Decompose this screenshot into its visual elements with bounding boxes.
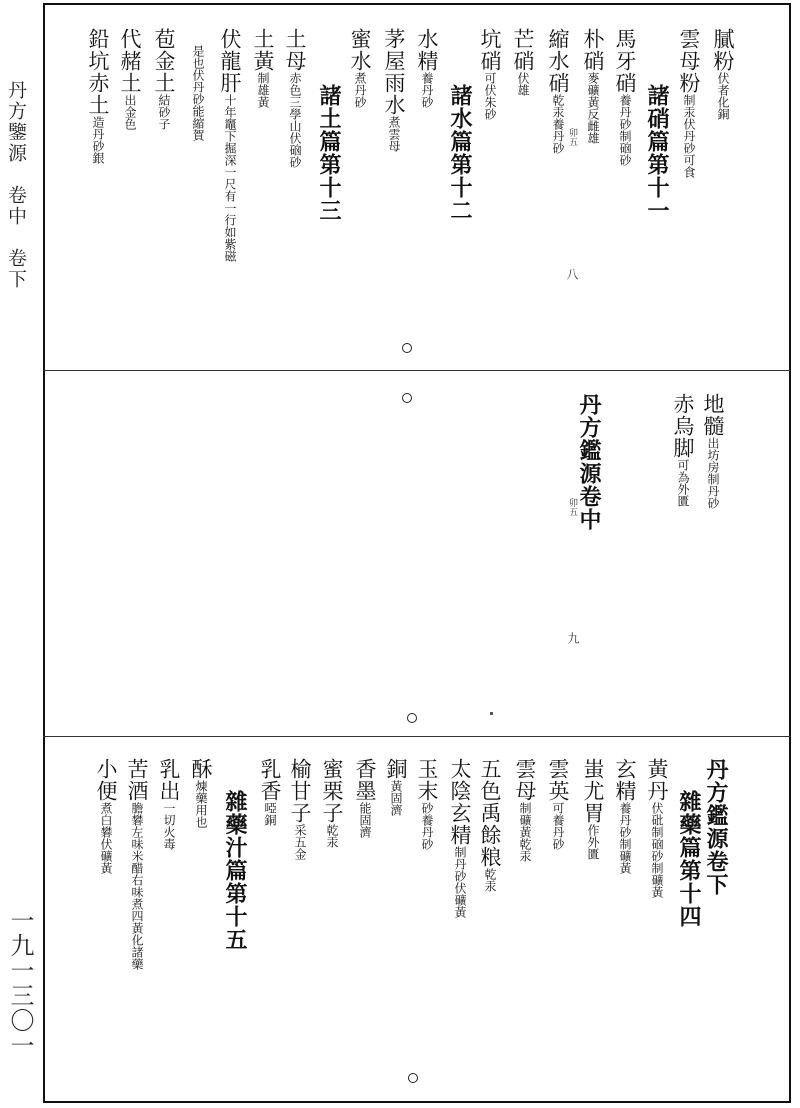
text-column	[185, 45, 210, 141]
main-text: 五色禹餘粮	[478, 758, 502, 868]
annotation-text: 制汞伏丹砂可食	[682, 94, 696, 178]
text-column	[383, 758, 408, 816]
main-text: 蜜栗子	[320, 758, 344, 824]
main-text: 苞金土	[152, 28, 176, 94]
main-text: 小便	[94, 758, 118, 802]
text-column	[512, 758, 537, 862]
main-text: 乳出	[157, 758, 181, 802]
annotation-text: 可養丹砂	[551, 802, 565, 850]
annotation-text: 伏砒制硇砂制礦黃	[650, 802, 664, 898]
text-column	[580, 28, 605, 144]
lower-divider	[43, 736, 791, 737]
punch-hole	[402, 393, 412, 403]
text-column	[188, 758, 213, 828]
annotation-text: 養丹砂	[420, 72, 434, 108]
text-column	[352, 758, 377, 838]
main-text: 赤烏脚	[671, 393, 695, 459]
text-column	[612, 758, 637, 874]
text-column	[510, 28, 535, 96]
annotation-text: 制礦黃乾汞	[518, 802, 532, 862]
main-text: 雲英	[546, 758, 570, 802]
text-column	[414, 758, 439, 850]
page-number: 一九一三〇一	[6, 908, 34, 1058]
text-column	[156, 758, 181, 850]
annotation-text: 煮雲母	[387, 116, 401, 152]
main-text: 苦酒	[125, 758, 149, 802]
text-column	[250, 28, 275, 108]
chapter-heading	[644, 84, 669, 222]
scan-speck	[490, 712, 493, 715]
annotation-text: 養丹砂制礦黃	[618, 802, 632, 874]
annotation-text: 麥礦黃反雌雄	[586, 72, 600, 144]
main-text: 玄精	[613, 758, 637, 802]
main-text: 伏龍肝	[218, 28, 242, 94]
main-text: 酥	[189, 758, 213, 780]
annotation-text: 制雄黃	[256, 72, 270, 108]
main-text: 膩粉	[711, 28, 735, 72]
chapter-heading	[447, 84, 472, 222]
annotation-text: 制丹砂伏礦黃	[453, 846, 467, 918]
main-text: 太陰玄精	[448, 758, 472, 846]
text-column	[319, 758, 344, 848]
chapter-heading	[576, 393, 601, 531]
main-text: 坑硝	[478, 28, 502, 72]
main-text: 玉末	[415, 758, 439, 802]
text-column	[117, 28, 142, 130]
punch-hole	[408, 1073, 418, 1083]
text-column	[545, 758, 570, 850]
text-column	[580, 758, 605, 860]
heading-text: 諸水篇第十二	[447, 84, 473, 222]
marginal-mark: 卯五	[567, 498, 577, 516]
heading-text: 諸土篇第十三	[316, 84, 342, 222]
text-column	[414, 28, 439, 108]
text-column	[287, 758, 312, 860]
annotation-text: 伏者化銅	[716, 72, 730, 120]
main-text: 乳香	[258, 758, 282, 802]
text-column	[124, 758, 149, 970]
main-text: 朴硝	[581, 28, 605, 72]
chapter-heading	[676, 790, 701, 928]
chapter-heading	[703, 758, 728, 896]
text-column	[612, 28, 637, 166]
main-text: 芒硝	[511, 28, 535, 72]
side-title: 丹方鑒源 卷中 卷下	[5, 80, 27, 290]
text-column	[93, 758, 118, 874]
chapter-heading	[222, 790, 247, 951]
main-text: 土母	[283, 28, 307, 72]
main-text: 香墨	[353, 758, 377, 802]
text-column	[151, 28, 176, 130]
text-column	[477, 28, 502, 120]
text-column	[670, 393, 695, 507]
text-column	[257, 758, 282, 826]
text-column	[381, 28, 406, 152]
annotation-text: 煮白礬伏礦黃	[99, 802, 113, 874]
main-text: 雲母粉	[677, 28, 701, 94]
main-text: 鉛坑赤土	[86, 28, 110, 116]
annotation-text: 煉藥用也	[194, 780, 208, 828]
main-text: 茅屋雨水	[382, 28, 406, 116]
annotation-text: 伏雄	[516, 72, 530, 96]
annotation-text: 可伏朱砂	[483, 72, 497, 120]
main-text: 黃丹	[645, 758, 669, 802]
text-column	[676, 28, 701, 178]
text-column	[85, 28, 110, 164]
annotation-text: 出坊房制丹砂	[706, 437, 720, 509]
main-text: 銅	[384, 758, 408, 780]
main-text: 馬牙硝	[613, 28, 637, 94]
annotation-text: 一切火毒	[162, 802, 176, 850]
main-text: 土黃	[251, 28, 275, 72]
annotation-text: 啞銅	[263, 802, 277, 826]
main-text: 水精	[415, 28, 439, 72]
main-text: 地髓	[701, 393, 725, 437]
heading-text: 丹方鑑源卷中	[576, 393, 602, 531]
punch-hole	[402, 343, 412, 353]
annotation-text: 能固濟	[358, 802, 372, 838]
marginal-mark: 九	[566, 632, 580, 644]
heading-text: 丹方鑑源卷下	[703, 758, 729, 896]
upper-divider	[43, 370, 791, 371]
text-column	[710, 28, 735, 120]
annotation-text: 乾汞養丹砂	[551, 94, 565, 154]
text-column	[700, 393, 725, 509]
main-text: 縮水硝	[546, 28, 570, 94]
text-column	[447, 758, 472, 918]
annotation-text: 黃固濟	[389, 780, 403, 816]
annotation-text: 十年竈下掘深一尺有一行如紫磁	[223, 94, 237, 262]
annotation-text: 乾汞	[325, 824, 339, 848]
annotation-text: 煮丹砂	[353, 72, 367, 108]
annotation-text: 采五金	[293, 824, 307, 860]
text-column	[217, 28, 242, 262]
annotation-text: 乾汞	[483, 868, 497, 892]
heading-text: 雜藥汁篇第十五	[222, 790, 248, 951]
annotation-text: 赤色三學山伏硇砂	[288, 72, 302, 168]
annotation-text: 砂養丹砂	[420, 802, 434, 850]
main-text: 蜜水	[348, 28, 372, 72]
annotation-text: 養丹砂制硇砂	[618, 94, 632, 166]
main-text: 榆甘子	[288, 758, 312, 824]
heading-text: 雜藥篇第十四	[676, 790, 702, 928]
annotation-text: 作外匱	[586, 824, 600, 860]
annotation-text: 可為外匱	[676, 459, 690, 507]
main-text: 雲母	[513, 758, 537, 802]
heading-text: 諸硝篇第十一	[644, 84, 670, 222]
annotation-text: 出金色	[123, 94, 137, 130]
annotation-text: 是也伏丹砂能縮賀	[191, 45, 205, 141]
punch-hole	[407, 713, 417, 723]
text-column	[282, 28, 307, 168]
annotation-text: 造丹砂銀	[91, 116, 105, 164]
text-column	[477, 758, 502, 892]
main-text: 代赭土	[118, 28, 142, 94]
chapter-heading	[316, 84, 341, 222]
annotation-text: 結砂子	[157, 94, 171, 130]
marginal-mark: 八	[565, 268, 579, 280]
text-column	[347, 28, 372, 108]
annotation-text: 膽礬左味米醋右味煮四黃化諸藥	[130, 802, 144, 970]
text-column	[644, 758, 669, 898]
marginal-mark: 卯五	[567, 128, 577, 146]
main-text: 蚩尤胃	[581, 758, 605, 824]
